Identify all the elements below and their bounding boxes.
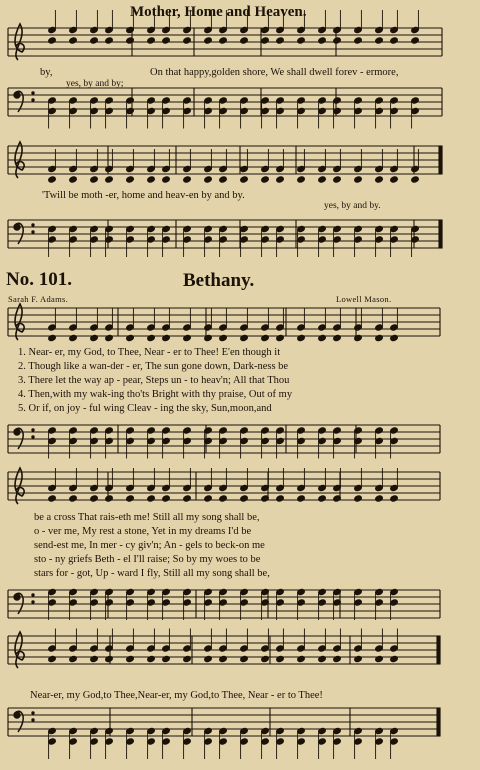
- notehead: [105, 334, 114, 341]
- verse-1-part1: 1. Near- er, my God, to Thee, Near - er to Thee! E'en though it: [18, 347, 281, 358]
- bass-clef-dot: [32, 436, 34, 438]
- notehead: [126, 495, 135, 502]
- notehead: [204, 176, 213, 183]
- verse-1-part2: be a cross That rais-eth me! Still all my song shall be,: [34, 512, 260, 523]
- notehead: [48, 334, 57, 341]
- final-barline: [439, 220, 442, 248]
- notehead: [183, 334, 192, 341]
- bass-clef-dot: [32, 231, 34, 233]
- notehead: [48, 655, 57, 662]
- verse-3-part1: 3. There let the way ap - pear, Steps un - to heav'n; All that Thou: [18, 375, 290, 386]
- notehead: [162, 37, 171, 44]
- author-credit: Sarah F. Adams.: [8, 294, 69, 304]
- notehead: [375, 495, 384, 502]
- bass-clef-dot: [32, 224, 34, 226]
- notehead: [318, 176, 327, 183]
- notehead: [147, 176, 156, 183]
- bass-clef-dot: [32, 99, 34, 101]
- notehead: [390, 37, 399, 44]
- notehead: [276, 176, 285, 183]
- notehead: [90, 176, 99, 183]
- notehead: [183, 495, 192, 502]
- notehead: [390, 334, 399, 341]
- hymn1-lyric-yes-by-and-by-2: yes, by and by.: [324, 201, 381, 211]
- notehead: [183, 176, 192, 183]
- final-barline: [439, 146, 442, 174]
- notehead: [147, 334, 156, 341]
- notehead: [297, 655, 306, 662]
- notehead: [276, 495, 285, 502]
- hymn1-lyric-mother-home-heaven: 'Twill be moth -er, home and heav-en by and by.: [42, 190, 245, 201]
- bass-clef-dot: [32, 719, 34, 721]
- notehead: [411, 37, 420, 44]
- notehead: [261, 37, 270, 44]
- notehead: [48, 495, 57, 502]
- verse-2-part2: o - ver me, My rest a stone, Yet in my dreams I'd be: [34, 526, 252, 537]
- notehead: [261, 655, 270, 662]
- notehead: [90, 37, 99, 44]
- notehead: [318, 655, 327, 662]
- notehead: [297, 37, 306, 44]
- verse-5-part1: 5. Or if, on joy - ful wing Cleav - ing the sky, Sun,moon,and: [18, 403, 272, 414]
- notehead: [240, 334, 249, 341]
- notehead: [105, 37, 114, 44]
- bass-clef-dot: [32, 712, 34, 714]
- notehead: [354, 495, 363, 502]
- notehead: [297, 334, 306, 341]
- notehead: [69, 176, 78, 183]
- bass-clef-dot: [32, 92, 34, 94]
- notehead: [354, 37, 363, 44]
- final-barline: [437, 636, 440, 664]
- verse-4-part2: sto - ny griefs Beth - el I'll raise; So by my woes to be: [34, 554, 261, 565]
- notehead: [147, 655, 156, 662]
- notehead: [390, 655, 399, 662]
- notehead: [219, 495, 228, 502]
- notehead: [90, 655, 99, 662]
- notehead: [261, 495, 270, 502]
- notehead: [240, 655, 249, 662]
- notehead: [318, 37, 327, 44]
- bass-clef-dot: [32, 594, 34, 596]
- notehead: [276, 37, 285, 44]
- notehead: [105, 655, 114, 662]
- notehead: [297, 176, 306, 183]
- notehead: [126, 655, 135, 662]
- verse-5-part2: stars for - got, Up - ward I fly, Still all my song shall be,: [34, 568, 270, 579]
- notehead: [162, 495, 171, 502]
- notehead: [333, 495, 342, 502]
- notehead: [333, 655, 342, 662]
- refrain-lyrics: Near-er, my God,to Thee,Near-er, my God,to Thee, Near - er to Thee!: [30, 690, 323, 701]
- notehead: [126, 334, 135, 341]
- notehead: [240, 176, 249, 183]
- notehead: [90, 334, 99, 341]
- bass-clef-dot: [32, 601, 34, 603]
- notehead: [219, 334, 228, 341]
- verse-3-part2: send-est me, In mer - cy giv'n; An - gels to beck-on me: [34, 540, 265, 551]
- verse-2-part1: 2. Though like a wan-der - er, The sun gone down, Dark-ness be: [18, 361, 289, 372]
- notehead: [183, 37, 192, 44]
- notehead: [69, 495, 78, 502]
- notehead: [390, 176, 399, 183]
- notehead: [183, 655, 192, 662]
- hymn1-lyric-golden-shore: On that happy,golden shore, We shall dwell forev - ermore,: [150, 67, 399, 78]
- notehead: [411, 176, 420, 183]
- notehead: [354, 334, 363, 341]
- notehead: [354, 176, 363, 183]
- notehead: [204, 37, 213, 44]
- notehead: [219, 176, 228, 183]
- notehead: [204, 495, 213, 502]
- notehead: [261, 176, 270, 183]
- notehead: [69, 37, 78, 44]
- notehead: [333, 334, 342, 341]
- bass-clef-dot: [32, 429, 34, 431]
- notehead: [375, 655, 384, 662]
- notehead: [318, 495, 327, 502]
- hymn2-title: Bethany.: [183, 270, 255, 291]
- final-barline: [437, 708, 440, 736]
- notehead: [126, 37, 135, 44]
- notehead: [162, 655, 171, 662]
- notehead: [261, 334, 270, 341]
- notehead: [48, 37, 57, 44]
- composer-credit: Lowell Mason.: [336, 294, 392, 304]
- hymn1-lyric-by: by,: [40, 67, 53, 78]
- notehead: [240, 495, 249, 502]
- notehead: [240, 37, 249, 44]
- notehead: [105, 495, 114, 502]
- notehead: [276, 334, 285, 341]
- notehead: [333, 176, 342, 183]
- notehead: [333, 37, 342, 44]
- notehead: [354, 655, 363, 662]
- notehead: [147, 495, 156, 502]
- notehead: [375, 334, 384, 341]
- hymn1-title: Mother, Home and Heaven.: [130, 4, 307, 20]
- notehead: [297, 495, 306, 502]
- notehead: [204, 655, 213, 662]
- hymn1-lyric-yes-by-and-by: yes, by and by;: [66, 79, 124, 89]
- notehead: [69, 655, 78, 662]
- notehead: [105, 176, 114, 183]
- notehead: [126, 176, 135, 183]
- notehead: [90, 495, 99, 502]
- notehead: [390, 495, 399, 502]
- notehead: [219, 655, 228, 662]
- notehead: [69, 334, 78, 341]
- notehead: [147, 37, 156, 44]
- notehead: [219, 37, 228, 44]
- notehead: [162, 176, 171, 183]
- notehead: [276, 655, 285, 662]
- notehead: [162, 334, 171, 341]
- notehead: [318, 334, 327, 341]
- notehead: [204, 334, 213, 341]
- notehead: [375, 176, 384, 183]
- hymn-number: No. 101.: [6, 269, 72, 290]
- verse-4-part1: 4. Then,with my wak-ing tho'ts Bright with thy praise, Out of my: [18, 389, 293, 400]
- notehead: [48, 176, 57, 183]
- notehead: [375, 37, 384, 44]
